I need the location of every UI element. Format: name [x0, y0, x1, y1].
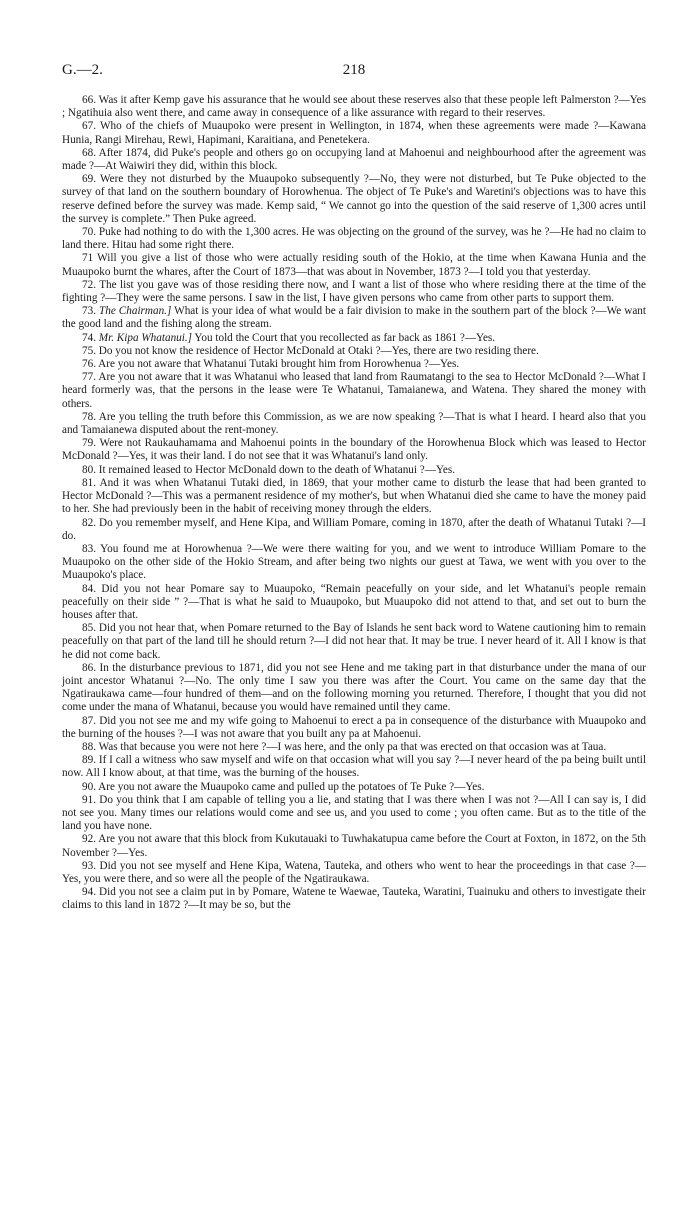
question-paragraph [62, 345, 646, 358]
question-text: Was it after Kemp gave his assurance that he would see about these reserves also that these people left Palmerston ?—Yes ; Ngatihuia also went there, and came away in consequence of a like assurance with regard to their reserves. [62, 94, 646, 120]
question-text: Did you not see myself and Hene Kipa, Watena, Tauteka, and others who went to hear the proceedings in that case ?—Yes, you were there, and so were all the people of the Ngatiraukawa. [62, 859, 646, 885]
question-text: Do you remember myself, and Hene Kipa, and William Pomare, coming in 1870, after the death of Whatanui Tutaki ?—I do. [62, 516, 646, 542]
speaker-name: Mr. Kipa Whatanui.] [98, 331, 193, 344]
question-text: If I call a witness who saw myself and wife on that occasion what will you say ?—I never heard of the pa being built until now. All I know about, at that time, was the burning of the houses. [62, 754, 646, 780]
question-paragraph [62, 477, 646, 517]
question-text: Were not Raukauhamama and Mahoenui points in the boundary of the Horowhenua Block which was leased to Hector McDonald ?—Yes, it was their land. I do not see that it was Whatanui's land only. [62, 437, 646, 463]
question-text: Who of the chiefs of Muaupoko were present in Wellington, in 1874, when these agreements were made ?—Kawana Hunia, Rangi Mirehau, Rewi, Hapimani, Karaitiana, and Penetekera. [62, 120, 646, 146]
question-number: 92. [82, 833, 96, 846]
question-paragraph [62, 411, 646, 437]
question-text: And it was when Whatanui Tutaki died, in 1869, that your mother came to disturb the lease that had been granted to Hector McDonald ?—This was a permanent residence of my mother's, but when Whatanui died she came to have the money paid to her. She had previously been in the habit of receiving money through the elders. [62, 476, 646, 516]
question-paragraph [62, 305, 646, 331]
question-number: 87. [82, 714, 96, 727]
question-text: Were they not disturbed by the Muaupoko subsequently ?—No, they were not disturbed, but Te Puke objected to the survey of that land on the southern boundary of Horowhenua. The object of Te Puke's and Waretini's objections was to have this reserve defined before the survey was made. Kemp said, “ We cannot go into the question of the said reserve of 1,300 acres until the survey is complete.” Then Puke agreed. [62, 173, 646, 225]
question-paragraph [62, 583, 646, 623]
question-number: 68. [82, 146, 96, 159]
question-text: In the disturbance previous to 1871, did you not see Hene and me taking part in that disturbance under the mana of our joint ancestor Whatanui ?—No. The only time I saw you there was after the Court. You came on the same day that the Ngatiraukawa came—four hundred of them—and on the following morning you returned. Therefore, I thought that you did not come under the mana of Whatanui, because you would have remained until they came. [62, 661, 646, 714]
question-text: After 1874, did Puke's people and others go on occupying land at Mahoenui and neighbourhood after the agreement was made ?—At Waiwiri they did, within this block. [62, 146, 646, 173]
question-number: 84. [82, 582, 96, 595]
document-reference: G.—2. [62, 62, 103, 78]
question-text: Was that because you were not here ?—I was here, and the only pa that was erected on that occasion was at Taua. [98, 740, 607, 753]
question-text: Puke had nothing to do with the 1,300 acres. He was objecting on the ground of the survey, was he ?—He had no claim to land there. Hitau had some right there. [62, 226, 646, 252]
question-number: 82. [82, 516, 96, 529]
question-number: 83. [82, 542, 96, 555]
question-text: Did you not see a claim put in by Pomare, Watene te Waewae, Tauteka, Waratini, Tuainuku and others to investigate their claims to this land in 1872 ?—It may be so, but the [62, 886, 647, 912]
question-text: Did you not hear Pomare say to Muaupoko, “Remain peacefully on your side, and let Whatanui's people remain peacefully on their side ” ?—That is what he said to Muaupoko, but Muaupoko did not attend to that, and set out to burn the houses after that. [62, 582, 647, 621]
question-paragraph [62, 860, 646, 886]
question-number: 91. [82, 793, 96, 806]
page-number: 218 [342, 62, 366, 78]
question-text: Do you not know the residence of Hector McDonald at Otaki ?—Yes, there are two residing there. [98, 344, 539, 357]
question-number: 85. [82, 622, 96, 635]
question-number: 90. [82, 780, 96, 793]
question-number: 67. [82, 120, 96, 133]
question-paragraph [62, 120, 646, 146]
question-paragraph [62, 279, 646, 305]
question-number: 73. [82, 305, 96, 318]
question-paragraph [62, 252, 646, 278]
question-text: Will you give a list of those who were actually residing south of the Hokio, at the time when Kawana Hunia and the Muaupoko burnt the whares, after the Court of 1873—that was about in November, 1873 ?—I told you that yesterday. [62, 252, 646, 278]
question-paragraph [62, 147, 646, 173]
question-paragraph [62, 715, 646, 741]
question-number: 86. [82, 661, 96, 674]
question-number: 70. [82, 226, 96, 239]
question-paragraph [62, 781, 646, 794]
question-text: It remained leased to Hector McDonald down to the death of Whatanui ?—Yes. [98, 463, 456, 476]
question-number: 72. [82, 278, 96, 291]
question-paragraph [62, 517, 646, 543]
question-number: 78. [82, 410, 96, 423]
question-paragraph [62, 464, 646, 477]
question-number: 76. [82, 358, 96, 371]
question-number: 93. [82, 859, 96, 872]
question-number: 74. [82, 331, 96, 344]
question-number: 71 [82, 252, 94, 265]
question-number: 89. [82, 754, 96, 767]
question-number: 77. [82, 371, 96, 384]
question-paragraph [62, 332, 646, 345]
question-text: You told the Court that you recollected as far back as 1861 ?—Yes. [194, 331, 496, 344]
question-paragraph [62, 833, 646, 859]
question-number: 79. [82, 437, 96, 450]
question-paragraph [62, 886, 646, 912]
page-header [62, 62, 646, 80]
question-number: 66. [82, 94, 96, 106]
question-paragraph [62, 741, 646, 754]
question-text: Do you think that I am capable of telling you a lie, and stating that I was there when I was not ?—All I can say is, I did not see you. Many times our relations would come and see us, and you used to come ; you often came. But as to the title of the land you have none. [62, 793, 647, 833]
question-number: 75. [82, 344, 96, 357]
question-text: What is your idea of what would be a fair division to make in the southern part of the block ?—We want the good land and the fishing along the stream. [62, 305, 646, 331]
question-paragraph [62, 437, 646, 463]
question-paragraph [62, 226, 646, 252]
question-text: Did you not hear that, when Pomare returned to the Bay of Islands he sent back word to Watene cautioning him to remain peacefully on that part of the land till he should return ?—I did not hear that. It may be true. I never heard of it. All I know is that he did not come back. [62, 622, 647, 661]
question-text: Are you not aware that this block from Kukutauaki to Tuwhakatupua came before the Court at Foxton, in 1872, on the 5th November ?—Yes. [62, 833, 646, 859]
question-text: Are you telling the truth before this Commission, as we are now speaking ?—That is what I heard. I heard also that you and Tamaianewa disputed about the rent-money. [62, 410, 646, 437]
question-paragraph [62, 794, 646, 834]
question-number: 88. [82, 740, 96, 753]
question-text: Are you not aware the Muaupoko came and pulled up the potatoes of Te Puke ?—Yes. [98, 780, 485, 793]
question-text: Did you not see me and my wife going to Mahoenui to erect a pa in consequence of the disturbance with Muaupoko and the burning of the houses ?—I was not aware that you built any pa at Mahoenui. [62, 714, 646, 740]
question-paragraph [62, 173, 646, 226]
question-text: Are you not aware that Whatanui Tutaki brought him from Horowhenua ?—Yes. [98, 358, 460, 371]
question-text: Are you not aware that it was Whatanui who leased that land from Raumatangi to the sea to Hector McDonald ?—What I heard formerly was, that the persons in the lease were Te Whatanui, Tamaianewa, and Watena. They shared the money with others. [62, 371, 646, 410]
question-paragraph [62, 622, 646, 662]
question-paragraph [62, 543, 646, 583]
question-number: 81. [82, 476, 96, 489]
question-paragraph [62, 754, 646, 780]
question-paragraph [62, 371, 646, 411]
question-paragraph [62, 662, 646, 715]
document-body [62, 94, 646, 913]
speaker-name: The Chairman.] [99, 305, 172, 318]
question-number: 69. [82, 173, 96, 186]
question-text: You found me at Horowhenua ?—We were there waiting for you, and we went to introduce William Pomare to the Muaupoko on the other side of the Hokio Stream, and after being two nights our guest at Tawa, we went with you over to the Muaupoko's place. [62, 542, 646, 582]
question-text: The list you gave was of those residing there now, and I want a list of those who where residing there at the time of the fighting ?—They were the same persons. I saw in the list, I have given persons who came from other parts to support them. [62, 278, 646, 305]
question-paragraph [62, 358, 646, 371]
question-paragraph [62, 94, 646, 120]
question-number: 80. [82, 463, 96, 476]
question-number: 94. [82, 886, 96, 899]
